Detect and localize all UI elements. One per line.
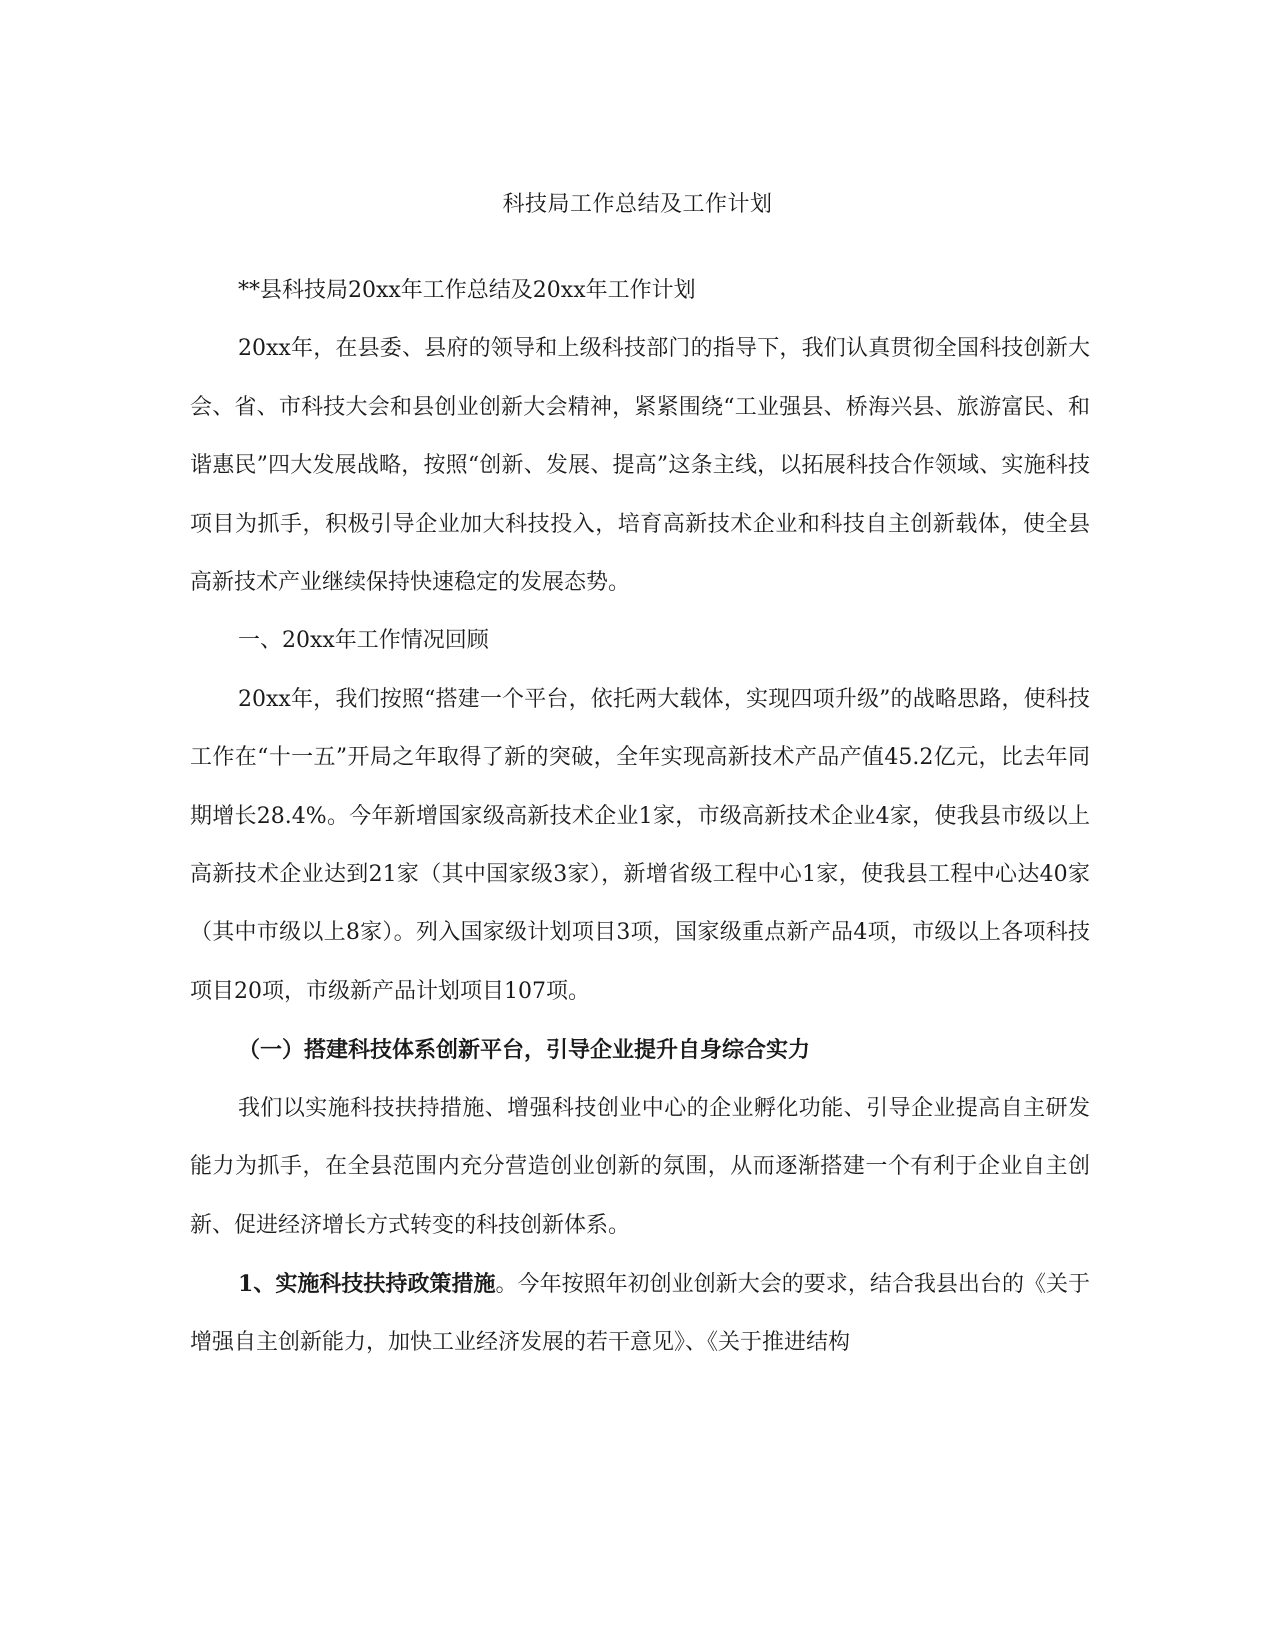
subsection-paragraph: 我们以实施科技扶持措施、增强科技创业中心的企业孵化功能、引导企业提高自主研发能力为抓手，在全县范围内充分营造创业创新的氛围，从而逐渐搭建一个有利于企业自主创新、促进经济增长方式转变的科技创新体系。 bbox=[190, 1095, 1090, 1238]
item-body: 。今年按照年初创业创新大会的要求，结合我县出台的《关于增强自主创新能力，加快工业经济发展的若干意见》、《关于推进结构 bbox=[190, 1271, 1090, 1356]
section-heading: 一、20xx年工作情况回顾 bbox=[238, 628, 489, 654]
document-subtitle: **县科技局20xx年工作总结及20xx年工作计划 bbox=[238, 278, 696, 303]
document-title: 科技局工作总结及工作计划 bbox=[502, 192, 773, 217]
item-paragraph bbox=[190, 1255, 1090, 1373]
section-review-paragraph: 20xx年，我们按照“搭建一个平台，依托两大载体，实现四项升级”的战略思路，使科技工作在“十一五”开局之年取得了新的突破，全年实现高新技术产品产值45.2亿元，比去年同期增长28.4%。今年新增国家级高新技术企业1家，市级高新技术企业4家，使我县市级以上高新技术企业达到21家（其中国家级3家），新增省级工程中心1家，使我县工程中心达40家（其中市级以上8家）。列入国家级计划项目3项，国家级重点新产品4项，市级以上各项科技项目20项，市级新产品计划项目107项。 bbox=[190, 686, 1090, 1004]
item-lead: 1、实施科技扶持政策措施 bbox=[238, 1270, 496, 1297]
document-body bbox=[190, 262, 1090, 1373]
intro-paragraph: 20xx年，在县委、县府的领导和上级科技部门的指导下，我们认真贯彻全国科技创新大会、省、市科技大会和县创业创新大会精神，紧紧围绕“工业强县、桥海兴县、旅游富民、和谐惠民”四大发展战略，按照“创新、发展、提高”这条主线，以拓展科技合作领域、实施科技项目为抓手，积极引导企业加大科技投入，培育高新技术企业和科技自主创新载体，使全县高新技术产业继续保持快速稳定的发展态势。 bbox=[190, 336, 1090, 596]
subsection-heading: （一）搭建科技体系创新平台，引导企业提升自身综合实力 bbox=[238, 1037, 811, 1064]
